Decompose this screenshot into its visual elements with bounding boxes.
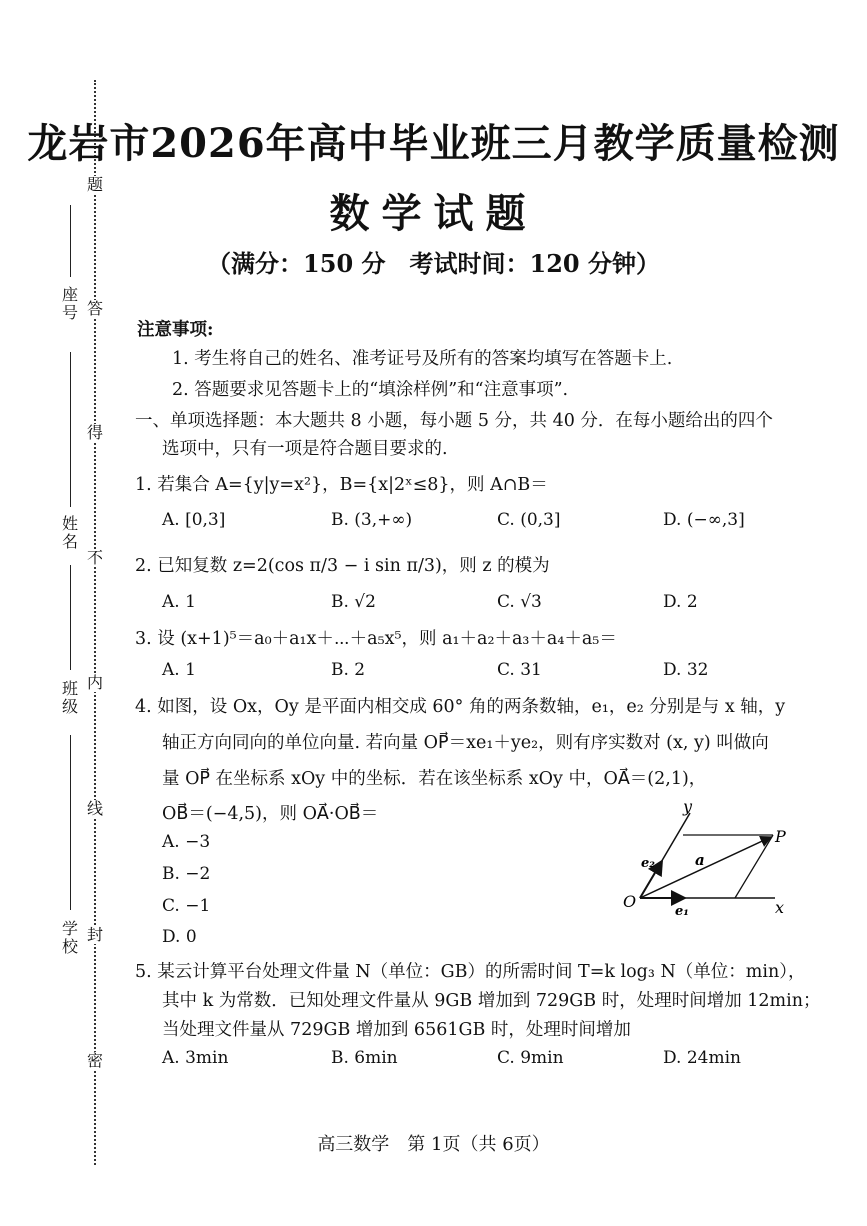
section-heading-cont: 选项中，只有一项是符合题目要求的. <box>162 439 448 459</box>
name-label: 姓名 <box>61 514 78 551</box>
note-item: 2. 答题要求见答题卡上的“填涂样例”和“注意事项”. <box>172 380 569 400</box>
note-item: 1. 考生将自己的姓名、准考证号及所有的答案均填写在答题卡上. <box>172 349 673 369</box>
question-3-option-d: D. 32 <box>663 660 709 680</box>
question-4-option-c: C. −1 <box>162 896 211 916</box>
question-2-option-c: C. √3 <box>497 592 542 612</box>
label-e2: e₂ <box>641 856 655 871</box>
question-5-stem-line: 5. 某云计算平台处理文件量 N（单位：GB）的所需时间 T=k log₃ N（单位：min）， <box>135 962 806 982</box>
seal-dotted-line <box>94 80 96 1165</box>
question-2-option-a: A. 1 <box>162 592 196 612</box>
section-heading: 一、单项选择题：本大题共 8 小题，每小题 5 分，共 40 分．在每小题给出的四个 <box>135 411 773 431</box>
question-4-stem-line: OB⃗＝(−4,5)，则 OA⃗·OB⃗＝ <box>162 804 379 824</box>
question-2-option-b: B. √2 <box>331 592 376 612</box>
question-5-option-c: C. 9min <box>497 1048 564 1068</box>
question-2-option-d: D. 2 <box>663 592 698 612</box>
label-x: x <box>775 898 785 917</box>
question-1-option-c: C. (0,3] <box>497 510 561 530</box>
question-5-option-b: B. 6min <box>331 1048 398 1068</box>
school-label: 学校 <box>61 919 78 956</box>
label-a: a <box>695 851 705 869</box>
label-e1: e₁ <box>675 904 689 919</box>
vector-a <box>640 837 771 898</box>
seal-char: 内 <box>86 673 103 692</box>
question-4-option-d: D. 0 <box>162 927 197 947</box>
seal-char: 得 <box>86 423 103 442</box>
seal-char: 密 <box>86 1051 103 1070</box>
label-y: y <box>683 797 693 816</box>
seal-char: 题 <box>86 175 103 194</box>
question-2-stem: 2. 已知复数 z=2(cos π/3 − i sin π/3)，则 z 的模为 <box>135 556 550 576</box>
exam-title: 龙岩市2026年高中毕业班三月教学质量检测 <box>27 120 840 167</box>
question-5-stem-line: 当处理文件量从 729GB 增加到 6561GB 时，处理时间增加 <box>162 1020 631 1040</box>
exam-meta: （满分：150 分 考试时间：120 分钟） <box>207 249 660 278</box>
page-footer: 高三数学 第 1页（共 6页） <box>317 1134 550 1155</box>
seal-char: 不 <box>86 548 103 567</box>
name-blank <box>70 352 71 507</box>
question-3-option-c: C. 31 <box>497 660 542 680</box>
question-3-option-b: B. 2 <box>331 660 366 680</box>
question-1-option-d: D. (−∞,3] <box>663 510 745 530</box>
question-5-option-d: D. 24min <box>663 1048 741 1068</box>
question-1-option-a: A. [0,3] <box>162 510 226 530</box>
class-label: 班级 <box>61 679 78 716</box>
seal-char: 线 <box>86 799 103 818</box>
seal-char: 封 <box>86 925 103 944</box>
label-origin: O <box>623 892 637 911</box>
question-4-option-a: A. −3 <box>162 832 211 852</box>
question-5-stem-line: 其中 k 为常数．已知处理文件量从 9GB 增加到 729GB 时，处理时间增加 12min； <box>162 991 821 1011</box>
seat-label: 座号 <box>61 285 78 322</box>
question-3-stem: 3. 设 (x+1)⁵＝a₀＋a₁x＋⋯＋a₅x⁵，则 a₁＋a₂＋a₃＋a₄＋a₅＝ <box>135 629 617 649</box>
oblique-axes-figure <box>615 795 815 920</box>
school-blank <box>70 735 71 910</box>
class-blank <box>70 565 71 670</box>
question-4-option-b: B. −2 <box>162 864 211 884</box>
subject-title: 数学试题 <box>329 190 538 237</box>
question-4-stem-line: 轴正方向同向的单位向量. 若向量 OP⃗＝xe₁＋ye₂，则有序实数对 (x, y) 叫做向 <box>162 733 769 753</box>
question-3-option-a: A. 1 <box>162 660 196 680</box>
notes-heading: 注意事项: <box>137 320 214 340</box>
question-1-option-b: B. (3,+∞) <box>331 510 413 530</box>
question-1-stem: 1. 若集合 A={y|y=x²}，B={x|2ˣ≤8}，则 A∩B＝ <box>135 475 548 495</box>
question-5-option-a: A. 3min <box>162 1048 229 1068</box>
question-4-stem-line: 量 OP⃗ 在坐标系 xOy 中的坐标．若在该坐标系 xOy 中，OA⃗＝(2,1)， <box>162 769 707 789</box>
question-4-stem-line: 4. 如图，设 Ox，Oy 是平面内相交成 60° 角的两条数轴，e₁，e₂ 分别是与 x 轴，y <box>135 697 786 717</box>
seal-char: 答 <box>86 299 103 318</box>
label-p: P <box>775 827 786 846</box>
